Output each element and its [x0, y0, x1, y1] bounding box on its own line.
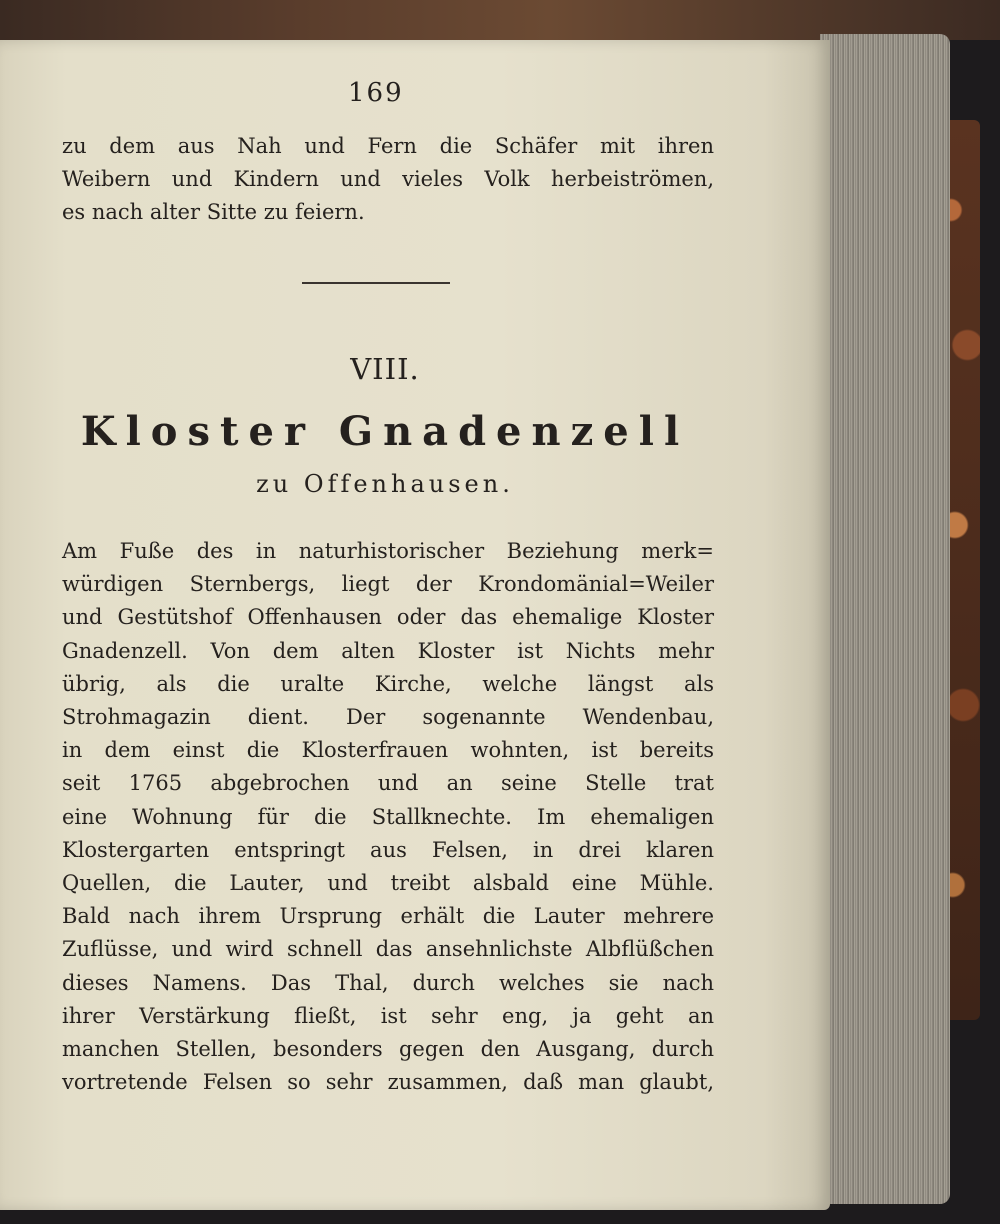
text-line: manchen Stellen, besonders gegen den Ausgang, durch [62, 1037, 714, 1062]
chapter-number: VIII. [350, 352, 420, 386]
page-number: 169 [348, 78, 404, 108]
text-line: Strohmagazin dient. Der sogenannte Wendenbau, [62, 705, 714, 730]
text-line: Zuflüsse, und wird schnell das ansehnlichste Albflüßchen [62, 937, 714, 962]
page-edges [820, 34, 950, 1204]
text-line: würdigen Sternbergs, liegt der Krondomänial=Weiler [62, 572, 714, 597]
section-divider [302, 282, 450, 284]
text-line: Gnadenzell. Von dem alten Kloster ist Nichts mehr [62, 638, 714, 663]
text-line: Quellen, die Lauter, und treibt alsbald eine Mühle. [62, 871, 714, 896]
chapter-subtitle: zu Offenhausen. [256, 470, 514, 498]
text-line: zu dem aus Nah und Fern die Schäfer mit ihren [62, 134, 714, 158]
text-line: eine Wohnung für die Stallknechte. Im ehemaligen [62, 804, 714, 829]
text-line: vortretende Felsen so sehr zusammen, daß man glaubt, [62, 1070, 714, 1095]
chapter-title: Kloster Gnadenzell [80, 408, 690, 455]
text-line: in dem einst die Klosterfrauen wohnten, ist bereits [62, 738, 714, 763]
text-line: seit 1765 abgebrochen und an seine Stelle trat [62, 771, 714, 796]
text-line: Klostergarten entspringt aus Felsen, in drei klaren [62, 837, 714, 862]
text-line: dieses Namens. Das Thal, durch welches sie nach [62, 970, 714, 995]
text-line: Am Fuße des in naturhistorischer Beziehung merk= [62, 539, 714, 563]
body-paragraph [62, 535, 714, 1099]
top-paragraph [62, 130, 714, 230]
text-line: es nach alter Sitte zu feiern. [62, 200, 365, 225]
text-line: ihrer Verstärkung fließt, ist sehr eng, ja geht an [62, 1003, 714, 1028]
text-line: Weibern und Kindern und vieles Volk herbeiströmen, [62, 167, 714, 192]
text-line: Bald nach ihrem Ursprung erhält die Lauter mehrere [62, 904, 714, 929]
text-line: übrig, als die uralte Kirche, welche längst als [62, 671, 714, 696]
text-line: und Gestütshof Offenhausen oder das ehemalige Kloster [62, 605, 714, 630]
